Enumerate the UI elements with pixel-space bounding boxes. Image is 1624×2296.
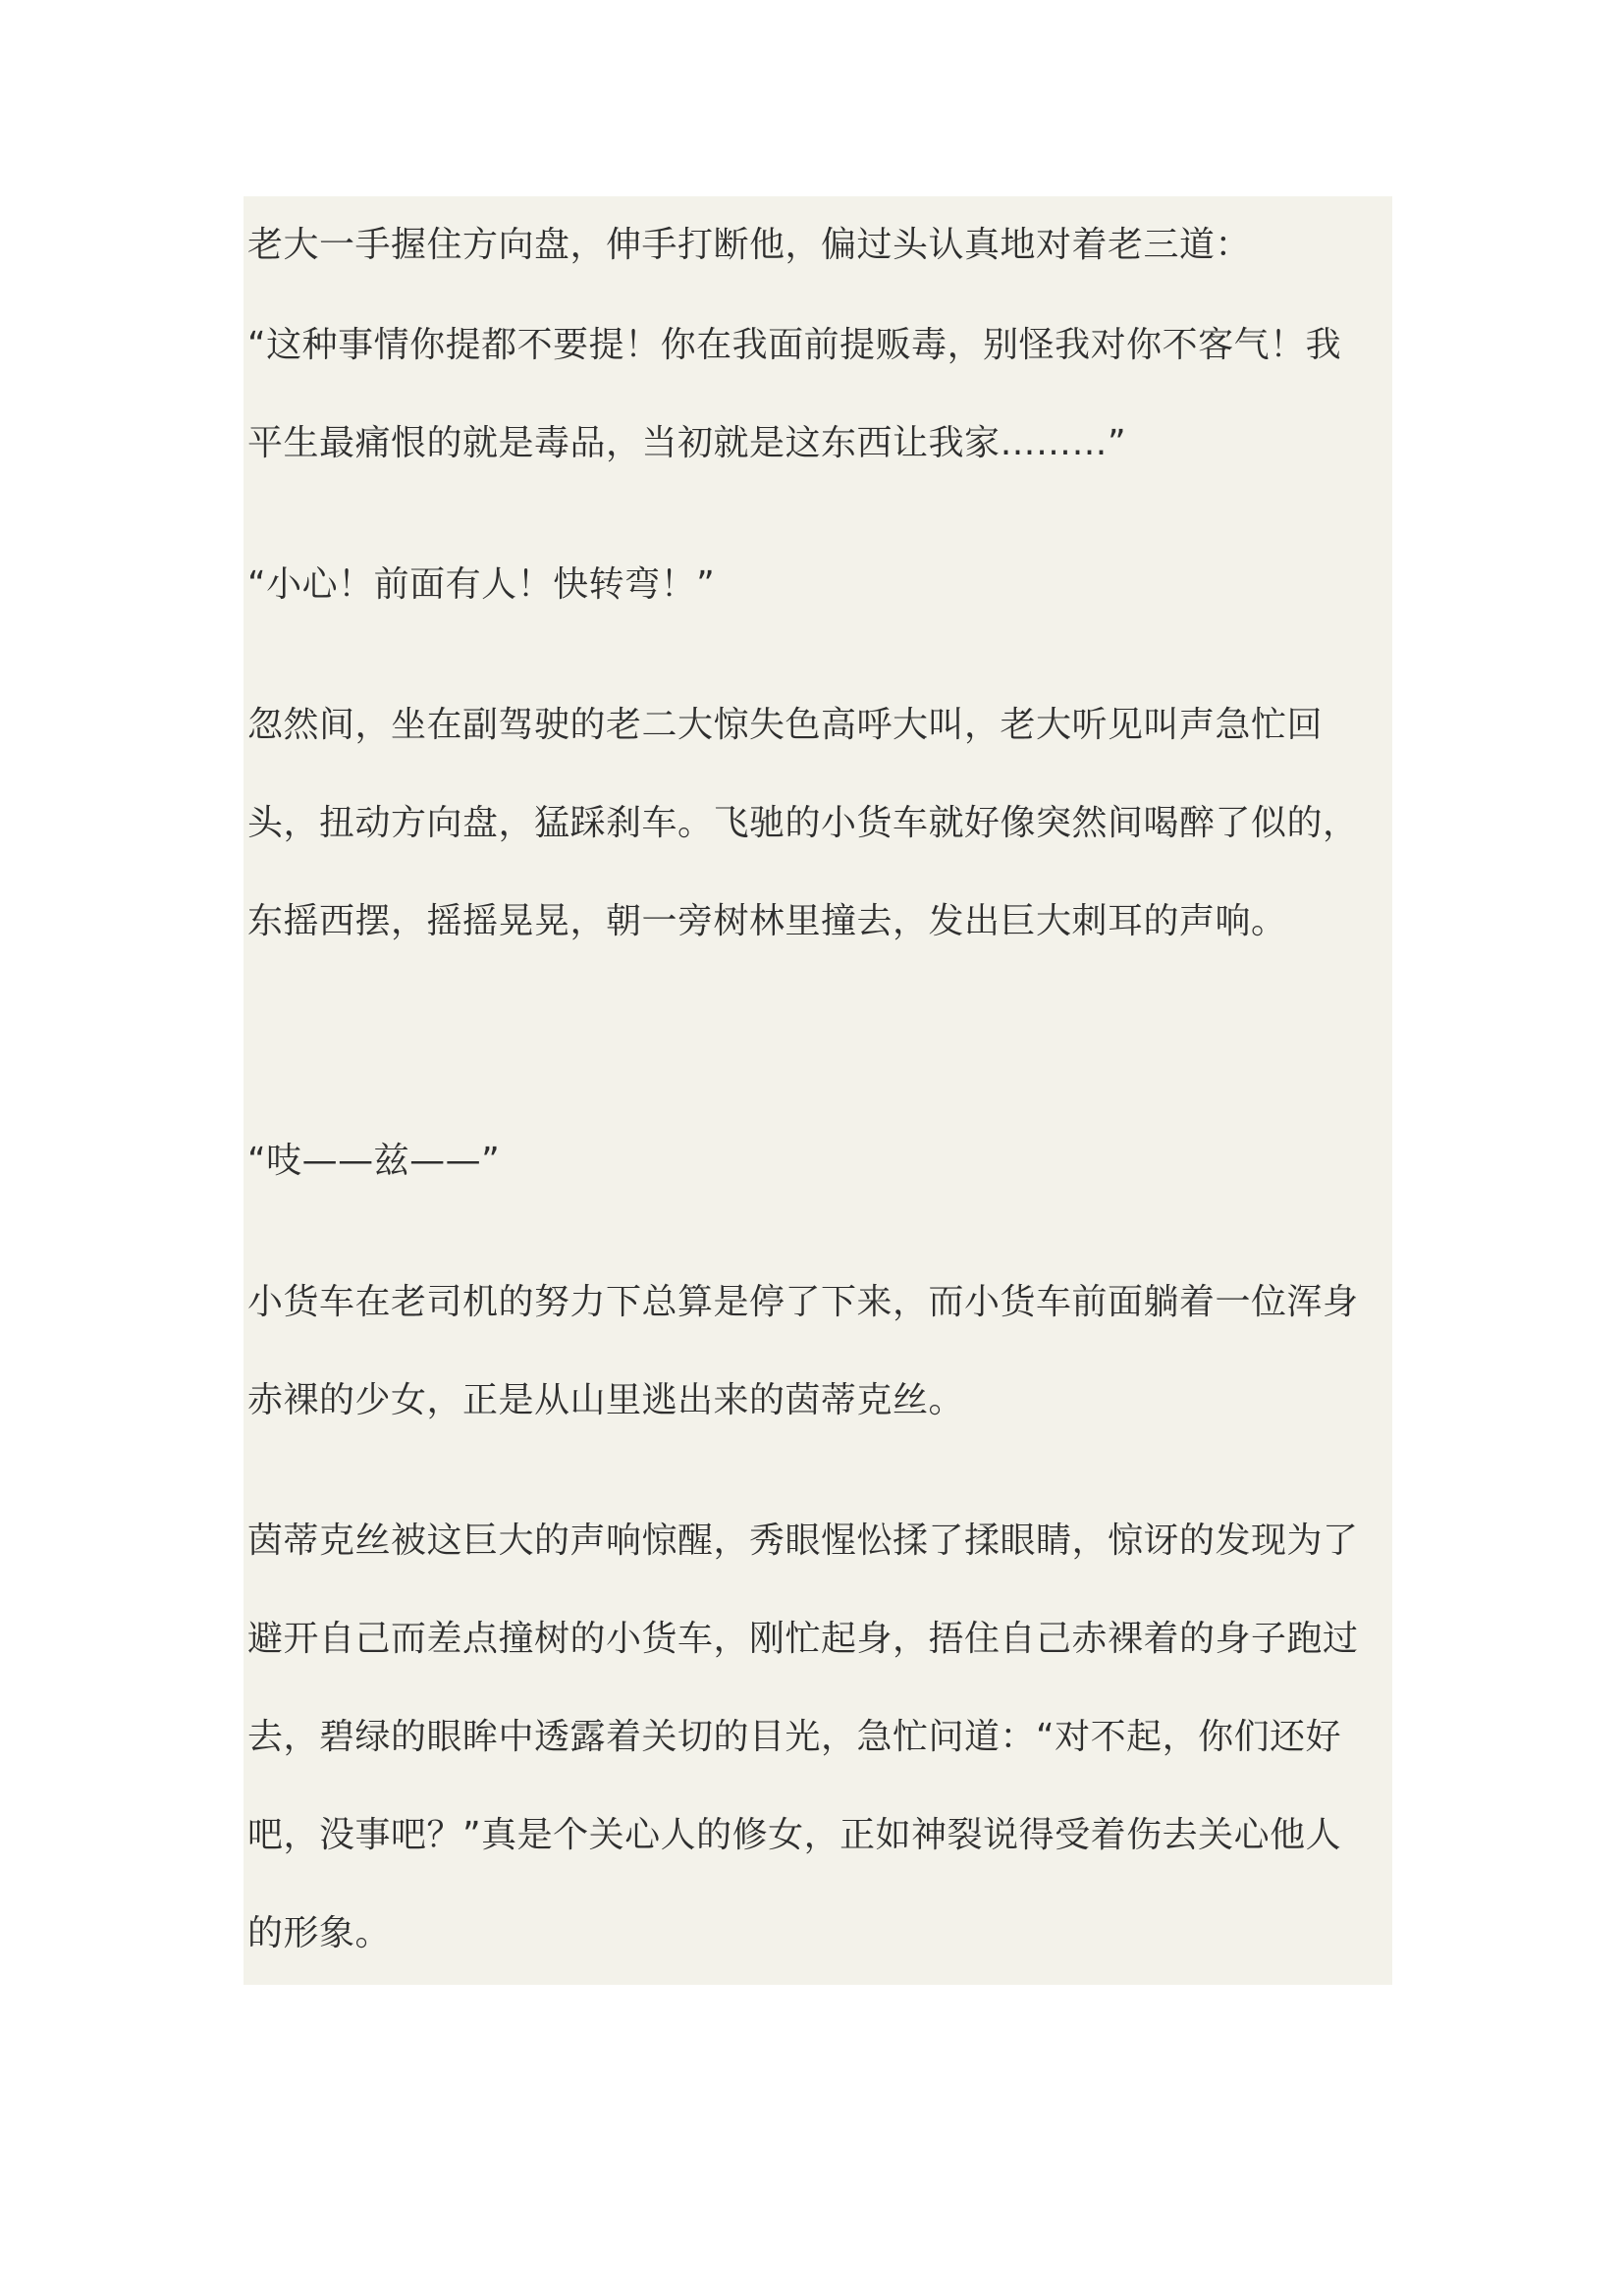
paragraph-2: “这种事情你提都不要提！你在我面前提贩毒，别怪我对你不客气！我平生最痛恨的就是毒品，当初就是这东西让我家………” [247,325,1342,463]
paragraph-5: “吱——兹——” [247,1141,501,1181]
paragraph-1: 老大一手握住方向盘，伸手打断他，偏过头认真地对着老三道： [247,225,1252,265]
paragraph-4: 忽然间，坐在副驾驶的老二大惊失色高呼大叫，老大听见叫声急忙回头，扭动方向盘，猛踩刹车。飞驰的小货车就好像突然间喝醉了似的，东摇西摆，摇摇晃晃，朝一旁树林里撞去，发出巨大刺耳的声响。 [247,705,1359,941]
paragraph-6: 小货车在老司机的努力下总算是停了下来，而小货车前面躺着一位浑身赤裸的少女，正是从山里逃出来的茵蒂克丝。 [247,1282,1359,1420]
paragraph-7: 茵蒂克丝被这巨大的声响惊醒，秀眼惺忪揉了揉眼睛，惊讶的发现为了避开自己而差点撞树的小货车，刚忙起身，捂住自己赤裸着的身子跑过去，碧绿的眼眸中透露着关切的目光，急忙问道：“对不起，你们还好吧，没事吧？”真是个关心人的修女，正如神裂说得受着伤去关心他人的形象。 [247,1521,1359,1953]
text-panel [244,196,1392,1985]
paragraph-3: “小心！前面有人！快转弯！” [247,564,716,605]
